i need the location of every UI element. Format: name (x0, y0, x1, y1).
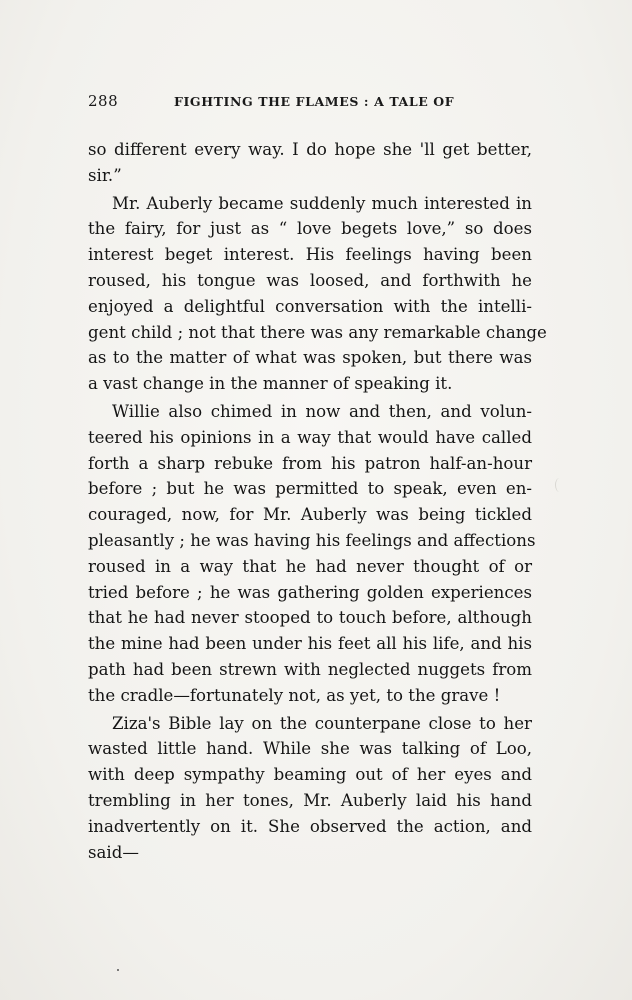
running-head: FIGHTING THE FLAMES : A TALE OF (174, 94, 455, 109)
text-line: tried before ; he was gathering golden experiences (88, 582, 532, 602)
text-line: roused in a way that he had never thought of or (88, 556, 532, 576)
text-line: interest beget interest. His feelings having been (88, 245, 532, 265)
text-line: roused, his tongue was loosed, and forthwith he (88, 270, 532, 290)
body-text (88, 137, 547, 865)
text-line: Ziza's Bible lay on the counterpane close to her (112, 713, 532, 733)
text-line: inadvertently on it. She observed the action, and (88, 816, 532, 836)
page-header (88, 92, 538, 114)
text-line: Willie also chimed in now and then, and volun- (112, 401, 532, 421)
text-line: enjoyed a delightful conversation with the intelli- (88, 296, 532, 316)
text-line: the mine had been under his feet all his life, and his (88, 634, 532, 654)
text-line: sir.” (88, 165, 122, 185)
text-line: the cradle—fortunately not, as yet, to the grave ! (88, 685, 501, 705)
text-line: teered his opinions in a way that would have called (88, 427, 532, 447)
text-line: trembling in her tones, Mr. Auberly laid his hand (88, 790, 532, 810)
text-line: so different every way. I do hope she 'll get better, (88, 140, 532, 159)
text-line: couraged, now, for Mr. Auberly was being tickled (88, 505, 532, 525)
page-number: 288 (88, 92, 119, 110)
paragraph (88, 137, 532, 189)
text-line: with deep sympathy beaming out of her eyes and (88, 765, 532, 785)
text-line: the fairy, for just as “ love begets love,” so does (88, 219, 532, 239)
ink-speck (117, 969, 119, 971)
paper-mark (555, 478, 564, 492)
text-line: forth a sharp rebuke from his patron half-an-hour (88, 453, 532, 473)
paragraph (88, 399, 536, 709)
text-line: Mr. Auberly became suddenly much interested in (112, 193, 532, 213)
text-line: as to the matter of what was spoken, but there was (88, 348, 532, 368)
paragraph (88, 711, 532, 866)
text-line: gent child ; not that there was any remarkable change (88, 322, 547, 342)
paragraph (88, 191, 547, 397)
text-line: said— (88, 842, 139, 862)
text-line: that he had never stooped to touch before, although (88, 608, 532, 628)
text-line: path had been strewn with neglected nuggets from (88, 659, 532, 679)
text-line: wasted little hand. While she was talking of Loo, (88, 739, 532, 759)
text-line: before ; but he was permitted to speak, even en- (88, 479, 532, 499)
text-line: pleasantly ; he was having his feelings and affections (88, 530, 536, 550)
text-line: a vast change in the manner of speaking it. (88, 374, 453, 394)
